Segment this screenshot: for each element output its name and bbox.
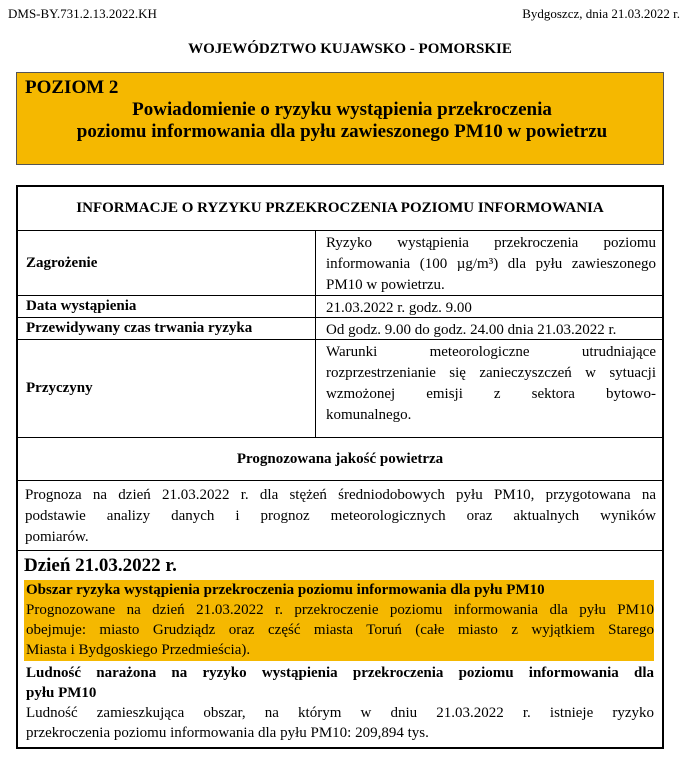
forecast-line: Prognoza na dzień 21.03.2022 r. dla stężeń średniodobowych pyłu PM10, przygotowana na — [25, 487, 656, 503]
info-table-title — [18, 187, 662, 231]
info-table-title-text: INFORMACJE O RYZYKU PRZEKROCZENIA POZIOMU INFORMOWANIA — [76, 200, 604, 216]
row-value — [316, 340, 662, 437]
value-line: Ryzyko wystąpienia przekroczenia poziomu — [326, 235, 656, 251]
value-line: rozprzestrzenianie się zanieczyszczeń w sytuacji — [326, 365, 656, 381]
day-title: Dzień 21.03.2022 r. — [24, 555, 177, 576]
population-section — [24, 663, 654, 743]
document-header — [8, 6, 680, 24]
row-value — [316, 231, 662, 295]
info-table — [16, 185, 664, 749]
value-line: informowania (100 µg/m³) dla pyłu zawieszonego — [326, 256, 656, 272]
notification-title-line: Powiadomienie o ryzyku wystąpienia przekroczenia — [132, 99, 552, 120]
notification-title — [57, 99, 627, 143]
level-label: POZIOM 2 — [25, 77, 119, 98]
row-value — [316, 296, 662, 317]
forecast-text — [18, 481, 662, 551]
day-section — [18, 551, 662, 747]
table-row — [18, 231, 662, 296]
risk-area-line: Prognozowane na dzień 21.03.2022 r. przekroczenie poziomu informowania dla pyłu PM10 — [26, 602, 654, 618]
row-label: Zagrożenie — [18, 231, 316, 295]
risk-area-line: obejmuje: miasto Grudziądz oraz część miasta Toruń (całe miasto z wyjątkiem Starego — [26, 622, 654, 638]
forecast-line: pomiarów. — [25, 529, 89, 545]
table-row — [18, 296, 662, 318]
reference-number: DMS-BY.731.2.13.2022.KH — [8, 6, 157, 21]
row-label: Przewidywany czas trwania ryzyka — [18, 318, 316, 339]
row-label: Przyczyny — [18, 340, 316, 437]
row-label: Data wystąpienia — [18, 296, 316, 317]
population-heading: pyłu PM10 — [26, 685, 97, 701]
risk-area-heading: Obszar ryzyka wystąpienia przekroczenia poziomu informowania dla pyłu PM10 — [26, 582, 545, 598]
row-value — [316, 318, 662, 339]
value-line: wzmożonej emisji z sektora bytowo- — [326, 386, 656, 402]
forecast-title-text: Prognozowana jakość powietrza — [236, 450, 444, 467]
value-line: Od godz. 9.00 do godz. 24.00 dnia 21.03.2022 r. — [326, 322, 617, 338]
value-line: komunalnego. — [326, 407, 412, 423]
value-line: Warunki meteorologiczne utrudniające — [326, 344, 656, 360]
risk-area-line: Miasta i Bydgoskiego Przedmieścia). — [26, 642, 251, 658]
level-box — [16, 72, 664, 165]
population-heading: Ludność narażona na ryzyko wystąpienia przekroczenia poziomu informowania dla — [26, 665, 654, 681]
population-line: przekroczenia poziomu informowania dla pyłu PM10: 209,894 tys. — [26, 725, 429, 741]
region-title: WOJEWÓDZTWO KUJAWSKO - POMORSKIE — [188, 41, 512, 57]
table-row — [18, 340, 662, 438]
notification-title-line: poziomu informowania dla pyłu zawieszonego PM10 w powietrzu — [76, 121, 608, 142]
value-line: 21.03.2022 r. godz. 9.00 — [326, 300, 472, 316]
table-row — [18, 318, 662, 340]
forecast-title — [18, 438, 662, 481]
forecast-line: podstawie analizy danych i prognoz meteorologicznych oraz aktualnych wyników — [25, 508, 656, 524]
value-line: PM10 w powietrzu. — [326, 277, 445, 293]
place-date: Bydgoszcz, dnia 21.03.2022 r. — [522, 6, 680, 21]
risk-area-box — [24, 580, 654, 661]
population-line: Ludność zamieszkująca obszar, na którym w dniu 21.03.2022 r. istnieje ryzyko — [26, 705, 654, 721]
